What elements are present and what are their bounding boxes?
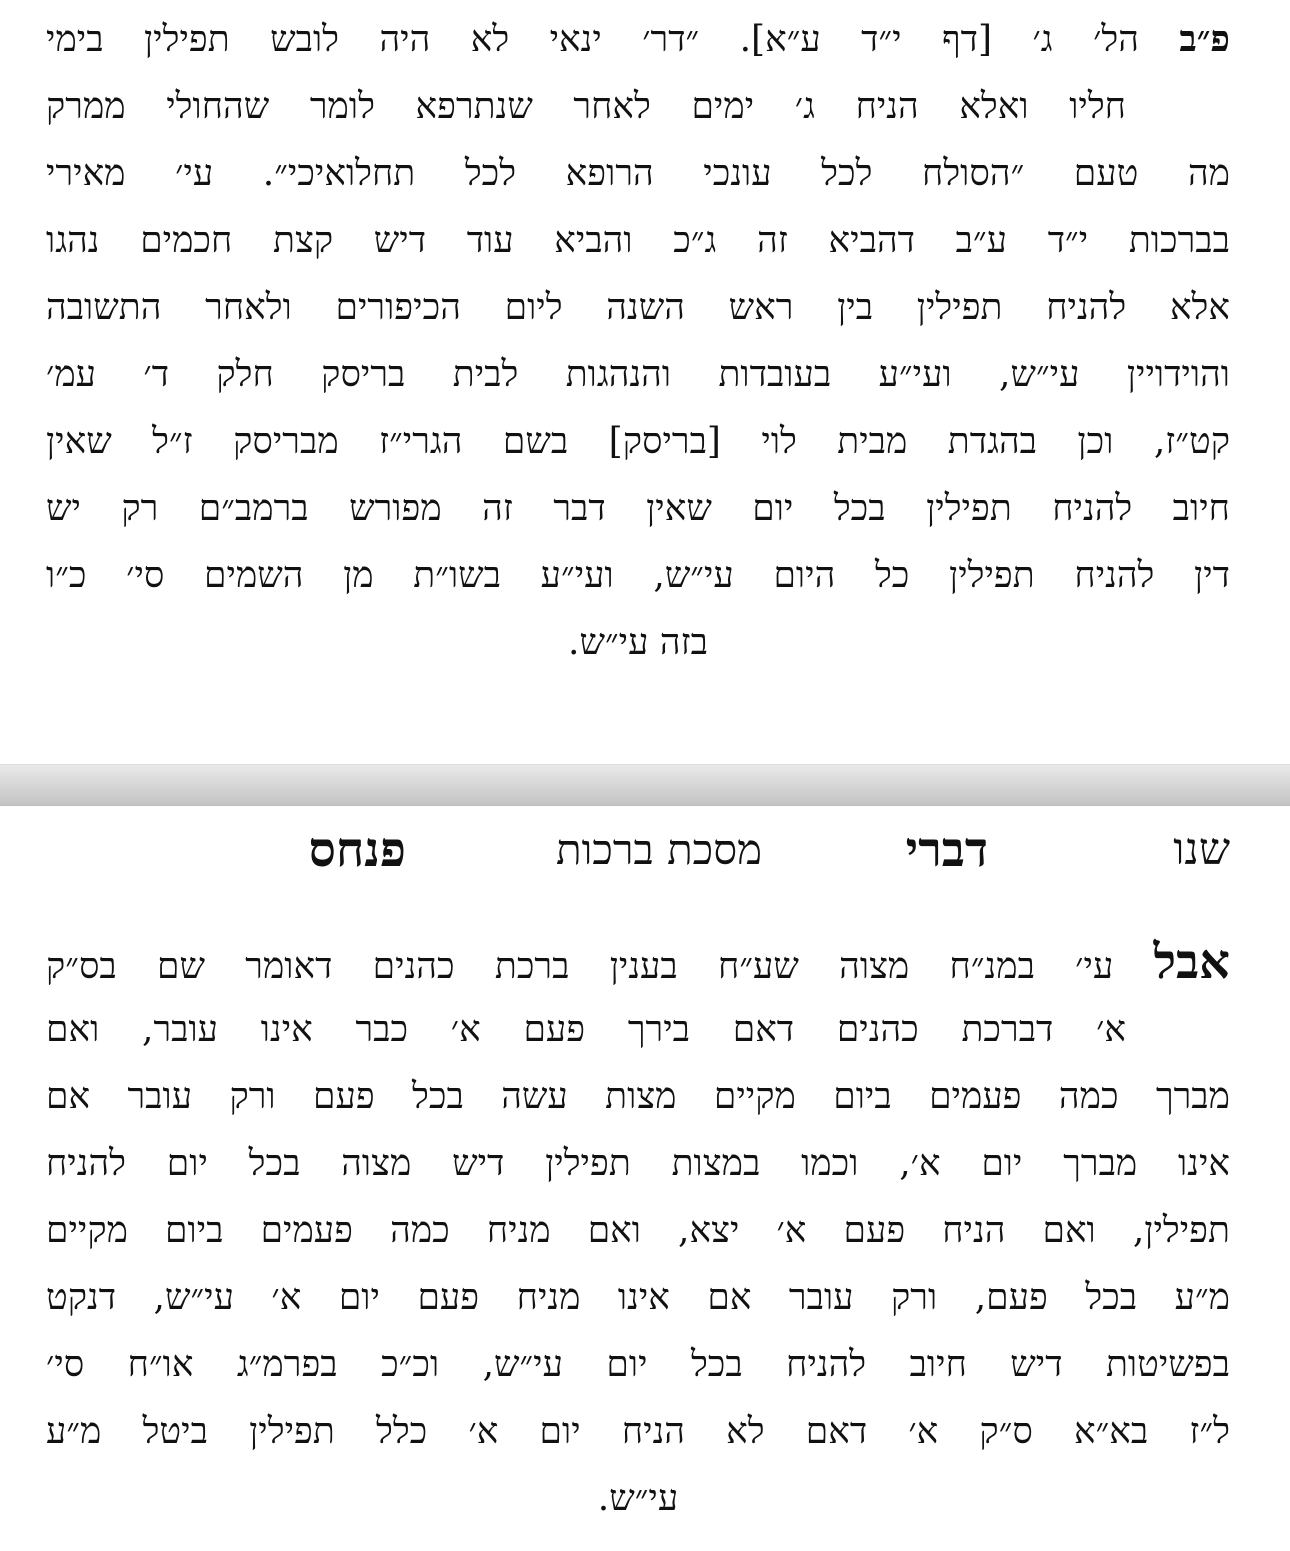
header-word: דברי xyxy=(905,822,988,878)
text-line: מ״ע בכל פעם, ורק עובר אם אינו מניח פעם יום א׳ עי״ש, דנקט xyxy=(46,1277,1230,1318)
top-page xyxy=(0,0,1290,764)
text-line: חיוב להניח תפילין בכל יום שאין דבר זה מפורש ברמב״ם רק יש xyxy=(46,488,1230,529)
line-text: הל׳ ג׳ [דף י״ד ע״א]. ״דר׳ ינאי לא היה לובש תפילין בימי xyxy=(46,19,1139,60)
text-line: בפשיטות דיש חיוב להניח בכל יום עי״ש, וכ״כ בפרמ״ג או״ח סי׳ xyxy=(46,1344,1230,1385)
text-line xyxy=(46,929,1230,996)
text-line: מברך כמה פעמים ביום מקיים מצות עשה בכל פעם ורק עובר אם xyxy=(46,1076,1230,1117)
header-tractate: מסכת ברכות xyxy=(555,825,762,874)
text-line: והוידויין עי״ש, ועי״ע בעובדות והנהגות לבית בריסק חלק ד׳ עמ׳ xyxy=(46,354,1230,395)
text-line: עי״ש. xyxy=(597,1478,679,1519)
text-line: דין להניח תפילין כל היום עי״ש, ועי״ע בשו״ת מן השמים סי׳ כ״ו xyxy=(46,555,1230,596)
text-line: בזה עי״ש. xyxy=(568,622,708,663)
text-line xyxy=(46,6,1230,73)
text-line: בברכות י״ד ע״ב דהביא זה ג״כ והביא עוד דיש קצת חכמים נהגו xyxy=(46,220,1230,261)
header-word: פנחס xyxy=(308,822,406,878)
page-separator xyxy=(0,764,1290,806)
text-line: קט״ז, וכן בהגדת מבית לוי [בריסק] בשם הגרי״ז מבריסק ז״ל שאין xyxy=(46,421,1230,462)
text-line: תפילין, ואם הניח פעם א׳ יצא, ואם מניח כמה פעמים ביום מקיים xyxy=(46,1210,1230,1251)
paragraph-lead-word: אבל xyxy=(1153,934,1230,990)
line-text: עי׳ במנ״ח מצוה שע״ח בענין ברכת כהנים דאומר שם בס״ק xyxy=(46,946,1114,987)
top-paragraph xyxy=(46,6,1230,676)
text-line: מה טעם ״הסולח לכל עונכי הרופא לכל תחלואיכי״. עי׳ מאירי xyxy=(46,153,1230,194)
text-line: ל״ז בא״א ס״ק א׳ דאם לא הניח יום א׳ כלל תפילין ביטל מ״ע xyxy=(46,1411,1230,1452)
header-word: שנו xyxy=(1173,824,1230,875)
running-header xyxy=(0,810,1290,890)
text-line: חליו ואלא הניח ג׳ ימים לאחר שנתרפא לומר שהחולי ממרק xyxy=(46,86,1126,127)
text-line: אינו מברך יום א׳, וכמו במצות תפילין דיש מצוה בכל יום להניח xyxy=(46,1143,1230,1184)
text-line: אלא להניח תפילין בין ראש השנה ליום הכיפורים ולאחר התשובה xyxy=(46,287,1230,328)
bottom-paragraph xyxy=(46,929,1230,1532)
paragraph-lead-word: פ״ב xyxy=(1179,18,1230,60)
text-line: א׳ דברכת כהנים דאם בירך פעם א׳ כבר אינו עובר, ואם xyxy=(46,1009,1127,1050)
